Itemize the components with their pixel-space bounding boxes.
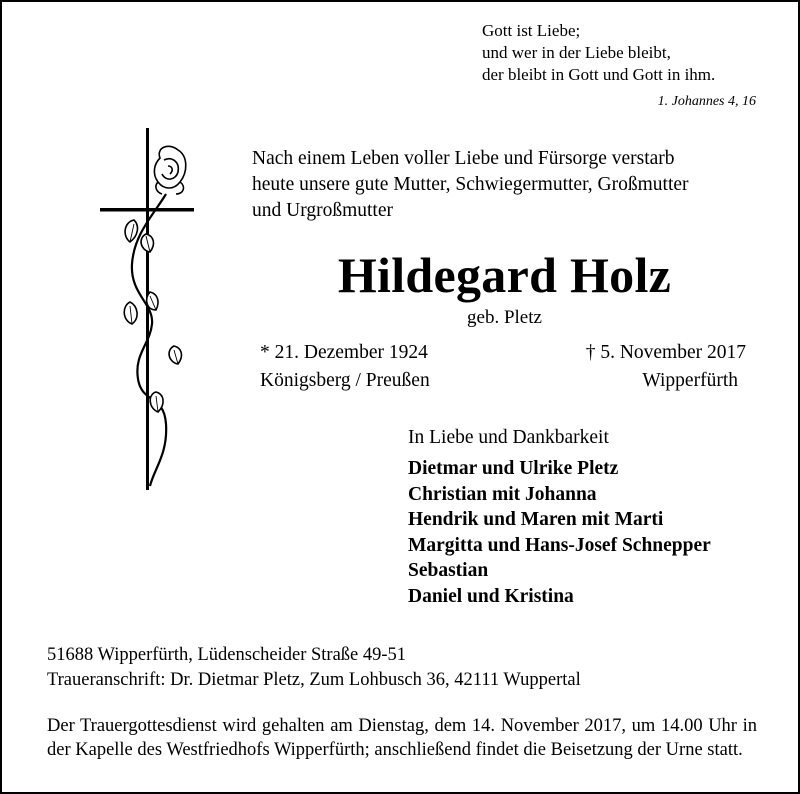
mourners-heading: In Liebe und Dankbarkeit <box>408 427 609 448</box>
mourner-name: Margitta und Hans-Josef Schnepper <box>408 534 711 556</box>
mourners-list <box>408 456 711 609</box>
address-block <box>47 643 581 693</box>
intro-line: und Urgroßmutter <box>252 200 393 221</box>
birth-place: Königsberg / Preußen <box>260 370 430 391</box>
mourner-name: Hendrik und Maren mit Marti <box>408 509 664 530</box>
maiden-name: geb. Pletz <box>467 307 542 328</box>
intro-text <box>252 146 742 224</box>
mourner-name: Sebastian <box>408 560 489 581</box>
cross-with-rose-icon <box>94 124 204 494</box>
verse-line: der bleibt in Gott und Gott in ihm. <box>482 65 716 84</box>
funeral-service-text: Der Trauergottesdienst wird gehalten am Dienstag, dem 14. November 2017, um 14.00 Uhr in der Kapelle des Westfriedhofs Wipperfürth; anschließend findet die Beisetzung der Urne statt. <box>47 716 757 760</box>
mourning-address: Traueranschrift: Dr. Dietmar Pletz, Zum Lohbusch 36, 42111 Wuppertal <box>47 670 581 690</box>
intro-line: Nach einem Leben voller Liebe und Fürsorge verstarb <box>252 148 675 169</box>
mourner-name: Daniel und Kristina <box>408 585 574 607</box>
death-place: Wipperfürth <box>642 370 738 391</box>
mourner-name: Christian mit Johanna <box>408 483 597 505</box>
deceased-name: Hildegard Holz <box>337 247 672 303</box>
home-address: 51688 Wipperfürth, Lüdenscheider Straße 49-51 <box>47 645 407 665</box>
mourner-name: Dietmar und Ulrike Pletz <box>408 458 619 479</box>
death-date: † 5. November 2017 <box>585 342 746 363</box>
intro-line: heute unsere gute Mutter, Schwiegermutter, Großmutter <box>252 174 689 195</box>
birth-date: * 21. Dezember 1924 <box>260 342 428 363</box>
verse-line: und wer in der Liebe bleibt, <box>482 43 671 62</box>
verse-line: Gott ist Liebe; <box>482 21 581 40</box>
bible-verse <box>482 20 772 86</box>
verse-reference: 1. Johannes 4, 16 <box>657 94 756 109</box>
